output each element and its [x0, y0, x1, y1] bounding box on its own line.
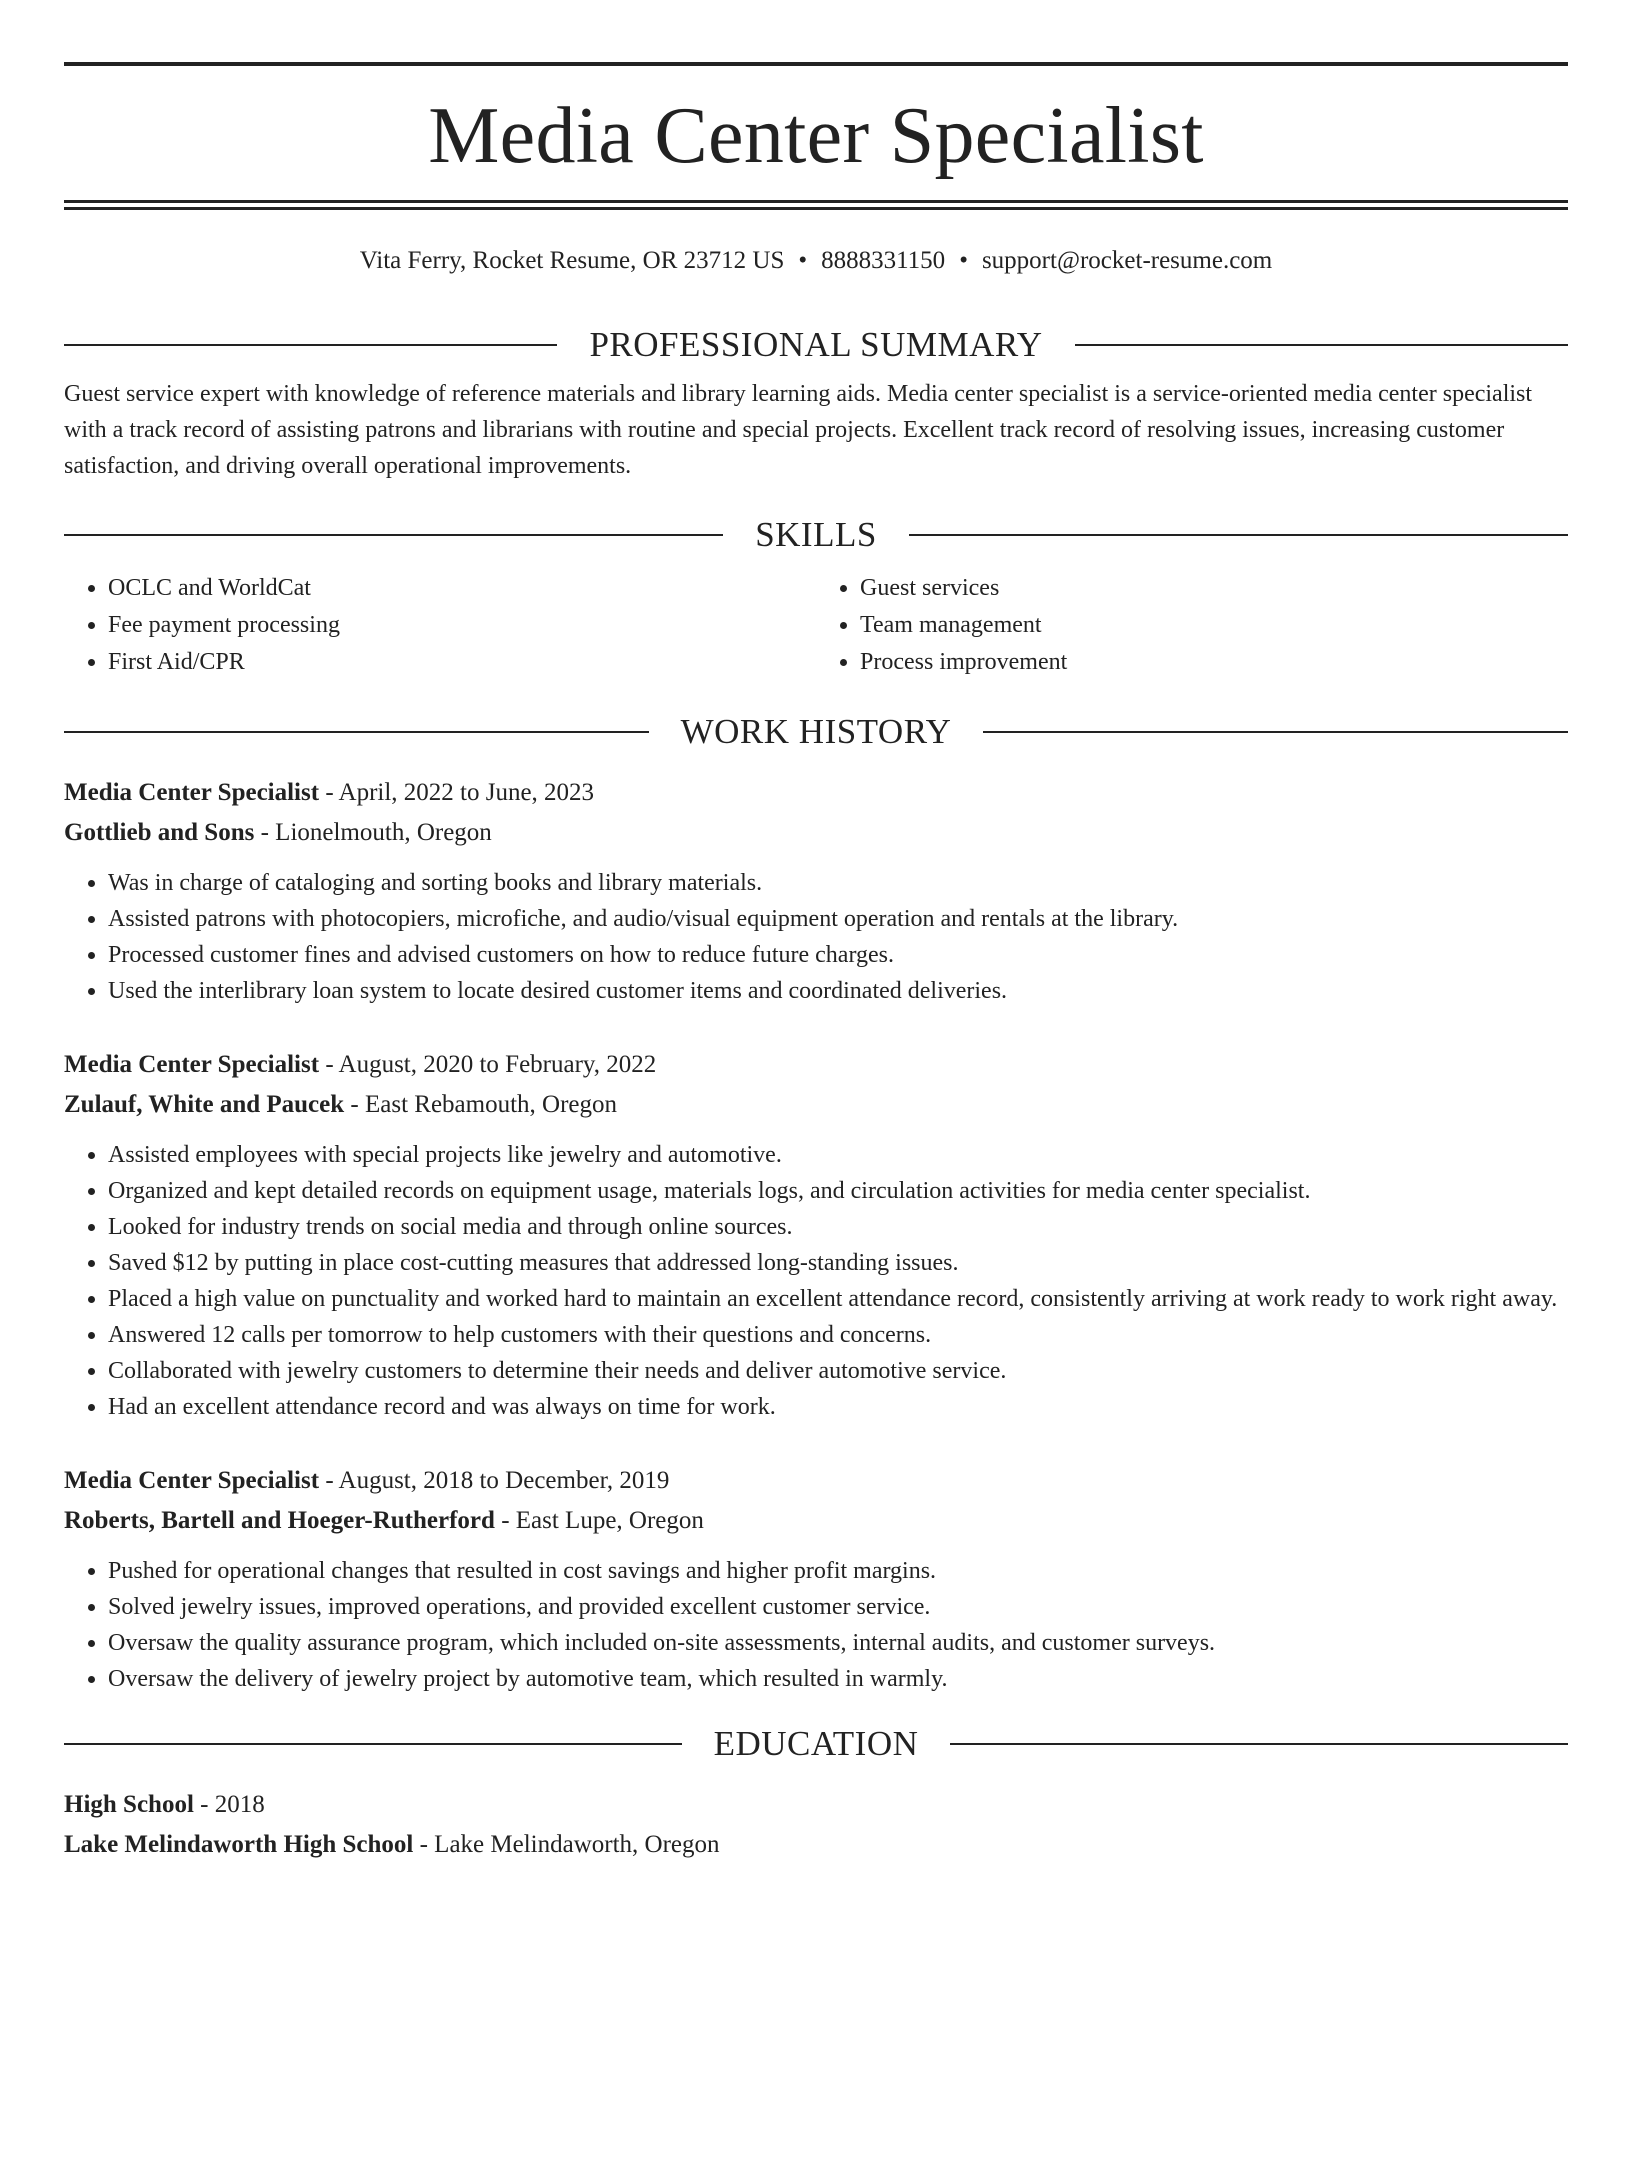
summary-heading: PROFESSIONAL SUMMARY — [589, 325, 1043, 364]
job-bullet: • Looked for industry trends on social media and through online sources. — [108, 1209, 1568, 1245]
heading-rule — [1075, 344, 1568, 346]
job-bullets — [64, 865, 1568, 1009]
heading-rule — [950, 1743, 1568, 1745]
job-bullet: • Collaborated with jewelry customers to determine their needs and deliver automotive service. — [108, 1353, 1568, 1389]
heading-rule — [64, 534, 723, 536]
job-entry — [64, 1045, 1568, 1425]
education-school-line — [64, 1825, 1568, 1865]
skills-left-column — [64, 570, 816, 681]
work-heading: WORK HISTORY — [680, 712, 952, 751]
education-heading: EDUCATION — [713, 1724, 919, 1763]
job-bullet: • Organized and kept detailed records on equipment usage, materials logs, and circulation activities for media center specialist. — [108, 1173, 1568, 1209]
skill-item: • Process improvement — [860, 644, 1568, 681]
job-dates: - August, 2020 to February, 2022 — [319, 1051, 657, 1078]
education-degree: High School — [64, 1791, 194, 1818]
job-bullet: • Was in charge of cataloging and sorting books and library materials. — [108, 865, 1568, 901]
contact-separator: • — [798, 247, 808, 274]
job-title: Media Center Specialist — [64, 1051, 320, 1078]
heading-rule — [64, 344, 557, 346]
job-bullet: • Had an excellent attendance record and was always on time for work. — [108, 1389, 1568, 1425]
job-bullet: • Assisted employees with special projects like jewelry and automotive. — [108, 1137, 1568, 1173]
job-company: Gottlieb and Sons — [64, 819, 255, 846]
job-bullet: • Used the interlibrary loan system to locate desired customer items and coordinated deliveries. — [108, 973, 1568, 1009]
skills-right-column — [816, 570, 1568, 681]
job-bullet: • Assisted patrons with photocopiers, microfiche, and audio/visual equipment operation and rentals at the library. — [108, 901, 1568, 937]
job-bullet: • Oversaw the quality assurance program, which included on-site assessments, internal audits, and customer surveys. — [108, 1625, 1568, 1661]
job-location: - East Lupe, Oregon — [494, 1507, 704, 1534]
job-company-line — [64, 1085, 1568, 1125]
contact-separator: • — [959, 247, 968, 274]
contact-email: support@rocket-resume.com — [981, 247, 1273, 274]
skills-section-heading — [64, 514, 1568, 556]
skills-heading: SKILLS — [755, 515, 877, 554]
job-company-line — [64, 1501, 1568, 1541]
title-double-rule — [64, 200, 1568, 210]
work-section-heading — [64, 711, 1568, 753]
job-bullet: • Pushed for operational changes that resulted in cost savings and higher profit margins. — [108, 1553, 1568, 1589]
contact-line — [64, 246, 1568, 276]
education-location: - Lake Melindaworth, Oregon — [413, 1831, 720, 1858]
job-bullet: • Placed a high value on punctuality and worked hard to maintain an excellent attendance record, consistently arriving at work ready to work right away. — [108, 1281, 1568, 1317]
job-title-line — [64, 1045, 1568, 1085]
resume-title: Media Center Specialist — [428, 92, 1204, 180]
contact-address: Vita Ferry, Rocket Resume, OR 23712 US — [359, 247, 785, 274]
job-company: Zulauf, White and Paucek — [64, 1091, 345, 1118]
job-company-line — [64, 813, 1568, 853]
job-title-line — [64, 1461, 1568, 1501]
job-company: Roberts, Bartell and Hoeger-Rutherford — [64, 1507, 495, 1534]
job-title-line — [64, 773, 1568, 813]
skill-item: • OCLC and WorldCat — [108, 570, 816, 607]
job-bullet: • Solved jewelry issues, improved operations, and provided excellent customer service. — [108, 1589, 1568, 1625]
heading-rule — [64, 731, 649, 733]
skill-item: • First Aid/CPR — [108, 644, 816, 681]
summary-section-heading — [64, 324, 1568, 366]
job-bullet: • Processed customer fines and advised customers on how to reduce future charges. — [108, 937, 1568, 973]
job-dates: - April, 2022 to June, 2023 — [319, 779, 595, 806]
education-year: - 2018 — [193, 1791, 265, 1818]
job-location: - Lionelmouth, Oregon — [254, 819, 492, 846]
job-bullet: • Saved $12 by putting in place cost-cutting measures that addressed long-standing issues. — [108, 1245, 1568, 1281]
contact-phone: 8888331150 — [821, 247, 946, 274]
heading-rule — [909, 534, 1568, 536]
job-bullets — [64, 1553, 1568, 1697]
skill-item: • Fee payment processing — [108, 607, 816, 644]
education-section-heading — [64, 1723, 1568, 1765]
skill-item: • Team management — [860, 607, 1568, 644]
resume-page — [0, 62, 1632, 2174]
skills-list — [64, 570, 1568, 681]
job-bullet: • Oversaw the delivery of jewelry project by automotive team, which resulted in warmly. — [108, 1661, 1568, 1697]
job-location: - East Rebamouth, Oregon — [344, 1091, 618, 1118]
skill-item: • Guest services — [860, 570, 1568, 607]
job-entry — [64, 773, 1568, 1009]
heading-rule — [983, 731, 1568, 733]
job-title: Media Center Specialist — [64, 779, 320, 806]
top-rule — [64, 62, 1568, 66]
summary-text: Guest service expert with knowledge of reference materials and library learning aids. Media center specialist is a service-oriented media center specialist with a track record of assisting patrons and librarians with routine and special projects. Excellent track record of resolving issues, increasing customer satisfaction, and driving overall operational improvements. — [64, 381, 1533, 479]
education-school: Lake Melindaworth High School — [64, 1831, 414, 1858]
job-entry — [64, 1461, 1568, 1697]
job-dates: - August, 2018 to December, 2019 — [319, 1467, 670, 1494]
job-bullets — [64, 1137, 1568, 1425]
education-degree-line — [64, 1785, 1568, 1825]
job-bullet: • Answered 12 calls per tomorrow to help customers with their questions and concerns. — [108, 1317, 1568, 1353]
education-entry — [64, 1785, 1568, 1865]
heading-rule — [64, 1743, 682, 1745]
job-title: Media Center Specialist — [64, 1467, 320, 1494]
